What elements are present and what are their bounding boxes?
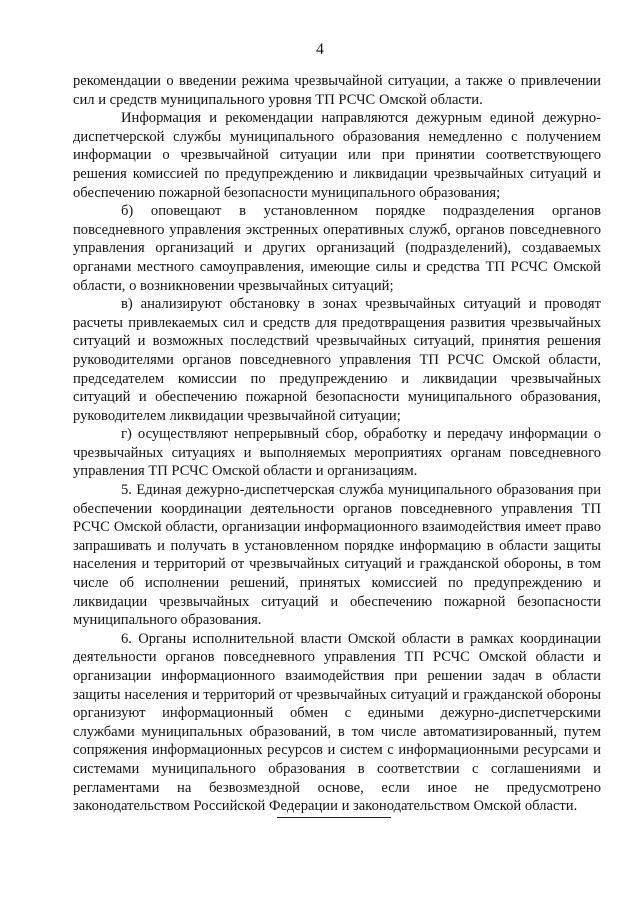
paragraph-item-b: б) оповещают в установленном порядке подразделения органов повседневного управления экстренных оперативных служб, органов повседневного управления организаций и других организаций (подразделений), создаваемых органами местного самоуправления, имеющие силы и средства ТП РСЧС Омской области, о возникновении чрезвычайных ситуаций; xyxy=(73,203,601,294)
end-divider-line xyxy=(277,817,391,818)
paragraph-item-g: г) осуществляют непрерывный сбор, обработку и передачу информации о чрезвычайных ситуациях и выполняемых мероприятиях органам повседневного управления ТП РСЧС Омской области и организациям. xyxy=(73,426,601,480)
paragraph-section-5: 5. Единая дежурно-диспетчерская служба муниципального образования при обеспечении координации деятельности органов повседневного управления ТП РСЧС Омской области, организации информационного взаимодействия имеет право запрашивать и получать в установленном порядке информацию в области защиты населения и территорий от чрезвычайных ситуаций и гражданской обороны, в том числе об исполнении решений, принятых комиссией по предупреждению и ликвидации чрезвычайных ситуаций и обеспечению пожарной безопасности муниципального образования. xyxy=(73,482,601,629)
paragraph-info-recommendations: Информация и рекомендации направляются дежурным единой дежурно-диспетчерской службы муниципального образования немедленно с получением информации о чрезвычайной ситуации или при принятии соответствующего решения комиссией по предупреждению и ликвидации чрезвычайных ситуаций и обеспечению пожарной безопасности муниципального образования; xyxy=(73,110,601,201)
paragraph-item-v: в) анализируют обстановку в зонах чрезвычайных ситуаций и проводят расчеты привлекаемых сил и средств для предотвращения развития чрезвычайных ситуаций и возможных последствий чрезвычайных ситуаций, принятия решения руководителями органов повседневного управления ТП РСЧС Омской области, председателем комиссии по предупреждению и ликвидации чрезвычайных ситуаций и обеспечению пожарной безопасности муниципального образования, руководителем ликвидации чрезвычайной ситуации; xyxy=(73,296,601,424)
paragraph-continuation: рекомендации о введении режима чрезвычайной ситуации, а также о привлечении сил и средств муниципального уровня ТП РСЧС Омской области. xyxy=(73,73,601,108)
paragraph-section-6: 6. Органы исполнительной власти Омской области в рамках координации деятельности органов повседневного управления ТП РСЧС Омской области и организации информационного взаимодействия при решении задач в области защиты населения и территорий от чрезвычайных ситуаций и гражданской обороны организуют информационный обмен с едиными дежурно-диспетчерскими службами муниципальных образований, в том числе автоматизированный, путем сопряжения информационных ресурсов и систем с информационными ресурсами и системами муниципального образования в соответствии с соглашениями и регламентами на безвозмездной основе, если иное не предусмотрено законодательством Российской Федерации и законодательством Омской области. xyxy=(73,630,601,815)
page-number: 4 xyxy=(316,41,324,58)
document-body xyxy=(73,72,601,816)
